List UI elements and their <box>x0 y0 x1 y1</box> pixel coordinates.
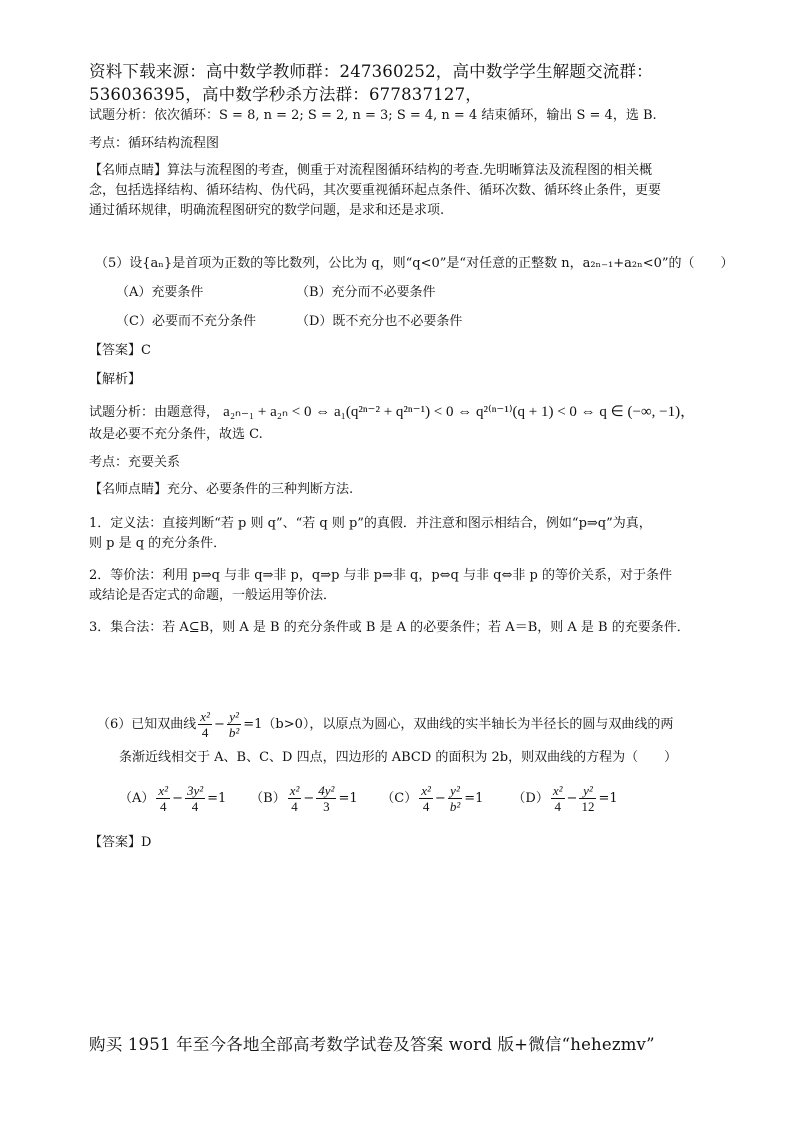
header-line-1: 资料下载来源：高中数学教师群：247360252，高中数学学生解题交流群： <box>89 62 653 81</box>
q6-stem-suffix: =1（b>0），以原点为圆心，双曲线的实半轴长为半径长的圆与双曲线的两 <box>243 717 674 732</box>
fraction-denominator: 4 <box>191 799 199 814</box>
q6-option-c: （C） $\frac{\text{x²}}{4}$ − $\frac{\text{y²}}{\text{b²}}$ =1 <box>381 783 484 814</box>
fraction-denominator: 4 <box>201 725 209 740</box>
q6-stem-line-1 <box>97 708 673 742</box>
q5-method-3: 3．集合法：若 A⊆B，则 A 是 B 的充分条件或 B 是 A 的必要条件；若 A＝B，则 A 是 B 的充要条件． <box>89 620 690 635</box>
hyperbola-fraction-y <box>227 709 241 740</box>
q4-analysis: 试题分析：依次循环：S = 8, n = 2; S = 2, n = 3; S = 4, n = 4 结束循环，输出 S = 4，选 B. <box>89 108 657 123</box>
fraction-numerator: x² <box>421 783 431 798</box>
equals-one: =1 <box>598 791 618 806</box>
option-label: （D） <box>512 791 549 806</box>
q5-method-1-line-1: 1．定义法：直接判断“若 p 则 q”、“若 q 则 p”的真假．并注意和图示相结合，例如“p⇒q”为真， <box>89 516 652 531</box>
option-fraction-1 <box>419 783 433 814</box>
q5-analysis-formula: a₂ₙ₋₁ + a₂ₙ < 0 ⇔ a₁(q²ⁿ⁻² + q²ⁿ⁻¹) < 0 ⇔ q²⁽ⁿ⁻¹⁾(q + 1) < 0 ⇔ q ∈ (−∞, −1)， <box>223 404 696 420</box>
equals-one: =1 <box>207 791 227 806</box>
q5-comment: 【名师点睛】充分、必要条件的三种判断方法. <box>89 482 354 497</box>
q5-method-2-line-2: 或结论是否定式的命题，一般运用等价法． <box>89 588 337 603</box>
fraction-numerator: 4y² <box>318 783 335 798</box>
q5-option-a: （A）充要条件 <box>116 285 204 300</box>
fraction-denominator: 4 <box>291 799 298 814</box>
q5-option-b: （B）充分而不必要条件 <box>296 285 436 300</box>
fraction-numerator: x² <box>552 783 563 798</box>
footer-ad: 购买 1951 年至今各地全部高考数学试卷及答案 word 版+微信“hehezmv” <box>89 1035 655 1054</box>
q6-stem-prefix: （6）已知双曲线 <box>97 717 197 732</box>
option-label: （C） <box>381 791 418 806</box>
fraction-denominator: b² <box>449 799 461 814</box>
option-fraction-1 <box>288 783 302 814</box>
fraction-numerator: y² <box>579 783 596 799</box>
fraction-numerator: x² <box>289 783 300 798</box>
q6-option-a: （A） $\frac{\text{x²}}{4}$ − $\frac{\text{3y²}}{4}$ =1 <box>119 783 227 814</box>
fraction-numerator: x² <box>158 783 169 798</box>
q6-answer: 【答案】D <box>89 835 152 850</box>
q4-comment-line-3: 通过循环规律，明确流程图研究的数学问题，是求和还是求项. <box>89 203 445 218</box>
fraction-numerator: y² <box>227 709 241 725</box>
option-fraction-2 <box>448 783 462 814</box>
q5-jiexi: 【解析】 <box>89 372 142 387</box>
q4-comment-line-1: 【名师点睛】算法与流程图的考查，侧重于对流程图循环结构的考查.先明晰算法及流程图的相关概 <box>89 163 653 178</box>
q5-kaodian: 考点：充要关系 <box>89 455 181 470</box>
q5-analysis-prefix: 试题分析：由题意得， <box>89 405 220 420</box>
option-label: （B） <box>250 791 286 806</box>
option-fraction-2 <box>316 783 336 814</box>
q5-method-1-line-2: 则 p 是 q 的充分条件． <box>89 536 227 551</box>
minus-sign: − <box>213 717 225 732</box>
option-fraction-1 <box>156 783 170 814</box>
fraction-denominator: 4 <box>422 799 430 814</box>
option-label: （A） <box>119 791 155 806</box>
q5-answer: 【答案】C <box>89 343 151 358</box>
fraction-denominator: 3 <box>323 799 330 814</box>
q5-method-2-line-1: 2．等价法：利用 p⇒q 与非 q⇒非 p，q⇒p 与非 p⇒非 q，p⇔q 与非 q⇔非 p 的等价关系，对于条件 <box>89 568 672 583</box>
q5-option-c: （C）必要而不充分条件 <box>116 314 256 329</box>
option-fraction-1 <box>551 783 565 814</box>
option-fraction-2 <box>579 783 596 814</box>
q5-stem: （5）设{aₙ}是首项为正数的等比数列，公比为 q，则“q<0”是“对任意的正整数 n，a₂ₙ₋₁+a₂ₙ<0”的（ ） <box>95 256 734 271</box>
q4-comment-line-2: 念，包括选择结构、循环结构、伪代码，其次要重视循环起点条件、循环次数、循环终止条件，更要 <box>89 183 662 198</box>
fraction-denominator: b² <box>228 725 240 740</box>
header-line-2: 536036395，高中数学秒杀方法群：677837127， <box>89 85 482 104</box>
equals-one: =1 <box>464 791 484 806</box>
q6-options-row <box>119 782 632 816</box>
fraction-denominator: 12 <box>581 799 595 814</box>
q5-analysis-line-1 <box>89 404 695 421</box>
fraction-numerator: 3y² <box>186 783 204 798</box>
option-fraction-2 <box>185 783 205 814</box>
q4-kaodian: 考点：循环结构流程图 <box>89 136 220 151</box>
fraction-numerator: y² <box>448 783 462 799</box>
equals-one: =1 <box>338 791 358 806</box>
q5-analysis-line-2: 故是必要不充分条件，故选 C. <box>89 427 263 442</box>
q6-option-d: （D） $\frac{\text{x²}}{4}$ − $\frac{\text{y²}}{12}$ =1 <box>512 783 618 814</box>
fraction-denominator: 4 <box>159 799 167 814</box>
hyperbola-fraction-x <box>198 709 212 740</box>
fraction-numerator: x² <box>200 709 210 724</box>
q6-option-b: （B） $\frac{\text{x²}}{4}$ − $\frac{\text{4y²}}{3}$ =1 <box>250 783 358 814</box>
q6-stem-line-2: 条渐近线相交于 A、B、C、D 四点，四边形的 ABCD 的面积为 2b，则双曲线的方程为（ ） <box>119 750 678 765</box>
q5-option-d: （D）既不充分也不必要条件 <box>296 314 463 329</box>
fraction-denominator: 4 <box>554 799 561 814</box>
